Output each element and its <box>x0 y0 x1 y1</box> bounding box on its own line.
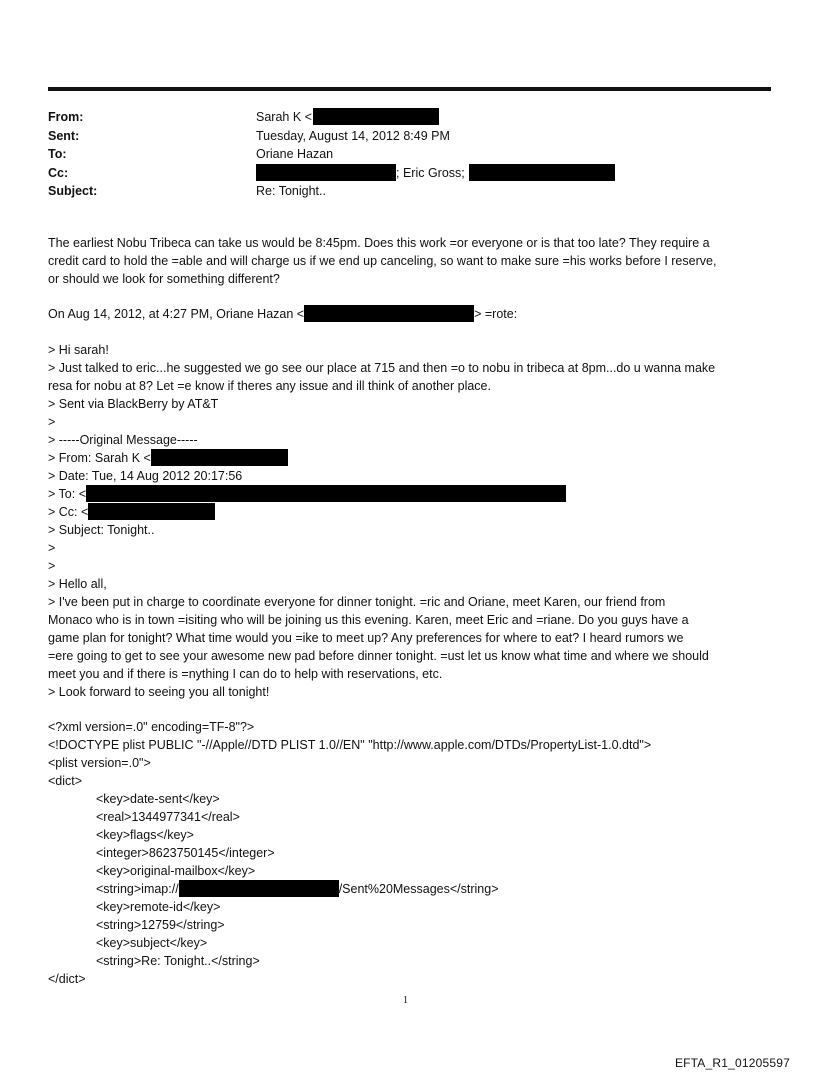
text-line: > Subject: Tonight.. <box>48 523 155 537</box>
text-line: =ere going to get to see your awesome new pad before dinner tonight. =ust let us know what time and where we should <box>48 649 709 663</box>
text-line: The earliest Nobu Tribeca can take us would be 8:45pm. Does this work =or everyone or is that too late? They require a <box>48 236 710 250</box>
redaction <box>256 164 396 181</box>
text-line: > -----Original Message----- <box>48 433 198 447</box>
redaction <box>88 503 215 520</box>
page-number: 1 <box>403 995 408 1006</box>
code-line: <string>Re: Tonight..</string> <box>96 954 260 968</box>
code-line: <real>1344977341</real> <box>96 810 240 824</box>
subject-label: Subject: <box>48 184 98 198</box>
message-paragraph <box>48 234 772 288</box>
text-line: > <box>48 559 56 573</box>
code-line: <integer>8623750145</integer> <box>96 846 275 860</box>
text-line: > <box>48 541 56 555</box>
code-line: <key>original-mailbox</key> <box>96 864 256 878</box>
text-line: resa for nobu at 8? Let =e know if theres any issue and ill think of another place. <box>48 379 491 393</box>
redaction <box>151 449 288 466</box>
bates-number: EFTA_R1_01205597 <box>674 1056 790 1070</box>
text-line: game plan for tonight? What time would you =ike to meet up? Any preferences for where to eat? I heard rumors we <box>48 631 684 645</box>
cc-value <box>256 164 615 183</box>
orig-to-text: > To: < <box>48 487 86 501</box>
text-line: > Hello all, <box>48 577 107 591</box>
quote-intro-suffix: > =rote: <box>474 307 518 321</box>
text-line: > Hi sarah! <box>48 343 109 357</box>
text-line: > Sent via BlackBerry by AT&T <box>48 397 219 411</box>
imap-suffix: /Sent%20Messages</string> <box>338 882 499 896</box>
sent-value: Tuesday, August 14, 2012 8:49 PM <box>256 128 450 143</box>
to-row <box>48 145 771 164</box>
text-line: > <box>48 415 56 429</box>
code-line: <key>subject</key> <box>96 936 208 950</box>
code-line: <!DOCTYPE plist PUBLIC "-//Apple//DTD PLIST 1.0//EN" "http://www.apple.com/DTDs/PropertyList-1.0.dtd"> <box>48 738 652 752</box>
redaction <box>179 880 339 897</box>
orig-cc-text: > Cc: < <box>48 505 89 519</box>
quote-intro <box>48 305 772 323</box>
code-line: <string>12759</string> <box>96 918 225 932</box>
text-line: > Just talked to eric...he suggested we go see our place at 715 and then =o to nobu in tribeca at 8pm...do u wanna make <box>48 361 716 375</box>
text-line: meet you and if there is =nything I can do to help with reservations, etc. <box>48 667 443 681</box>
code-line: <key>remote-id</key> <box>96 900 221 914</box>
code-line: <?xml version=.0" encoding=TF-8"?> <box>48 720 255 734</box>
code-line: <dict> <box>48 774 83 788</box>
quote-intro-text: On Aug 14, 2012, at 4:27 PM, Oriane Hazan < <box>48 307 305 321</box>
to-label: To: <box>48 147 67 161</box>
sent-label: Sent: <box>48 128 80 143</box>
redaction <box>469 164 615 181</box>
from-label: From: <box>48 110 84 124</box>
code-line: <key>date-sent</key> <box>96 792 220 806</box>
code-line: <plist version=.0"> <box>48 756 151 770</box>
subject-value: Re: Tonight.. <box>256 184 326 198</box>
code-line: <key>flags</key> <box>96 828 194 842</box>
text-line: > Date: Tue, 14 Aug 2012 20:17:56 <box>48 469 243 483</box>
plist-block <box>48 718 772 988</box>
cc-row <box>48 164 771 183</box>
text-line: or should we look for something different? <box>48 272 280 286</box>
header-rule <box>48 87 771 91</box>
sent-row <box>48 127 771 146</box>
email-header <box>48 108 771 201</box>
from-row <box>48 108 771 127</box>
orig-from-text: > From: Sarah K < <box>48 451 151 465</box>
cc-text: ; Eric Gross; <box>396 165 465 180</box>
from-name: Sarah K < <box>256 110 312 124</box>
text-line: > Look forward to seeing you all tonight! <box>48 685 270 699</box>
text-line: credit card to hold the =able and will charge us if we end up canceling, so want to make sure =his works before I reserve, <box>48 254 717 268</box>
from-value <box>256 108 439 127</box>
code-line: </dict> <box>48 972 86 986</box>
text-line: > I've been put in charge to coordinate everyone for dinner tonight. =ric and Oriane, meet Karen, our friend from <box>48 595 666 609</box>
quoted-message <box>48 341 772 701</box>
redaction <box>304 305 474 322</box>
subject-row <box>48 182 771 201</box>
redaction <box>86 485 566 502</box>
to-value: Oriane Hazan <box>256 147 334 161</box>
cc-label: Cc: <box>48 165 69 180</box>
text-line: Monaco who is in town =isiting who will be joining us this evening. Karen, meet Eric and =riane. Do you guys have a <box>48 613 689 627</box>
redaction <box>313 108 439 125</box>
imap-prefix: <string>imap:// <box>96 882 179 896</box>
